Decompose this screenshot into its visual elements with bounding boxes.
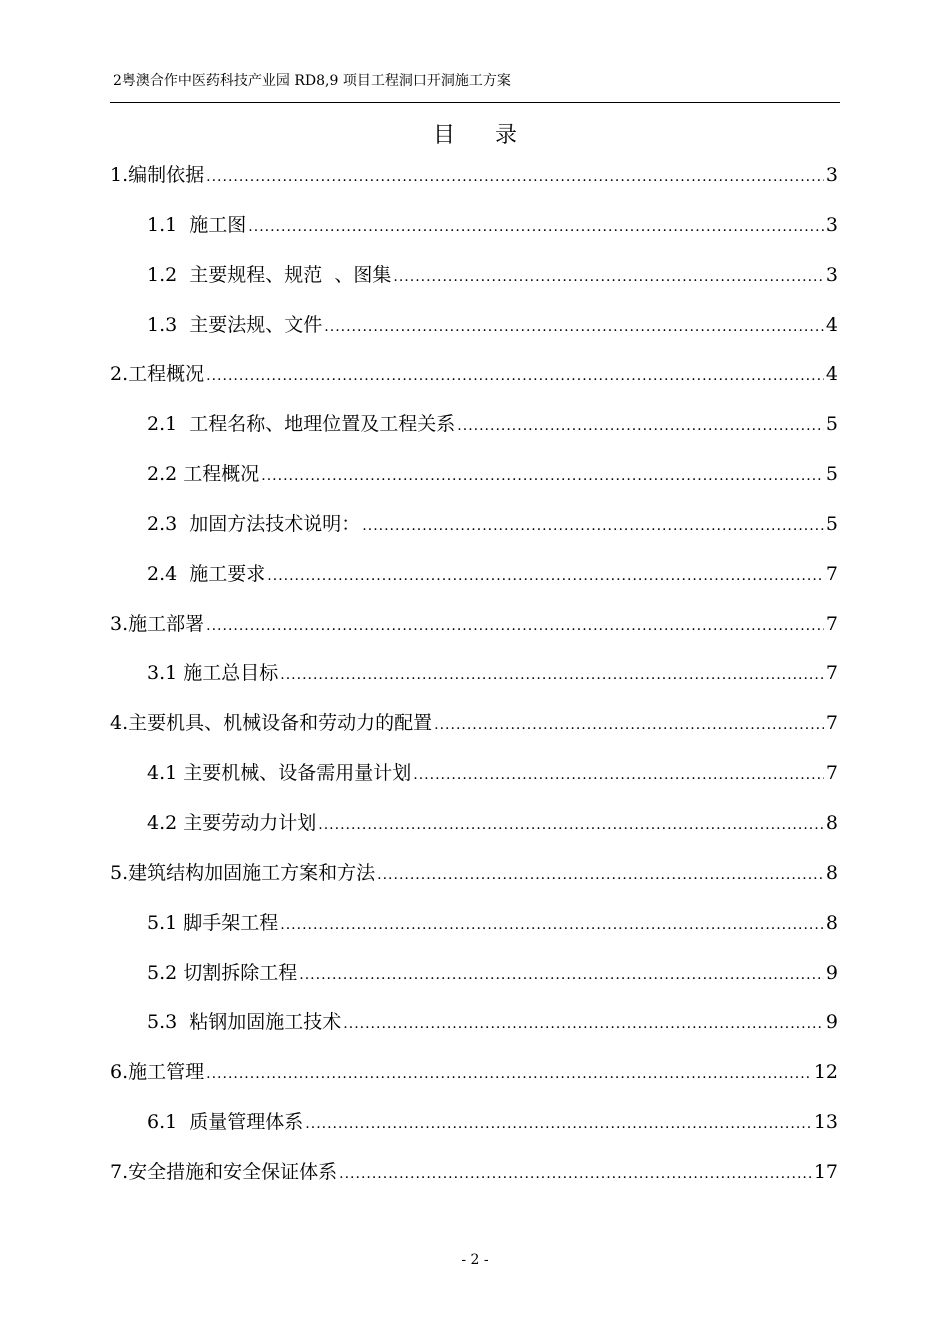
toc-leader-dots xyxy=(206,169,824,185)
toc-leader-dots xyxy=(377,867,824,883)
toc-entry[interactable] xyxy=(110,1107,838,1157)
toc-leader-dots xyxy=(324,319,824,335)
document-header-title: 2粤澳合作中医药科技产业园 RD8,9 项目工程洞口开洞施工方案 xyxy=(113,73,511,89)
toc-entry-label: 2.1 工程名称、地理位置及工程关系 xyxy=(147,413,456,436)
toc-leader-dots xyxy=(280,667,824,683)
toc-entry-label: 6.1 质量管理体系 xyxy=(147,1111,304,1134)
toc-entry-page: 3 xyxy=(825,263,838,286)
toc-entry-page: 17 xyxy=(813,1160,838,1183)
toc-entry-label: 1.编制依据 xyxy=(110,164,205,186)
toc-entry-page: 8 xyxy=(825,911,838,934)
toc-entry[interactable] xyxy=(110,908,838,958)
toc-entry[interactable] xyxy=(110,409,838,459)
toc-entry-page: 5 xyxy=(825,413,838,436)
header-divider xyxy=(110,102,840,103)
toc-entry-page: 3 xyxy=(825,164,838,186)
toc-leader-dots xyxy=(206,1066,812,1082)
toc-leader-dots xyxy=(248,219,824,235)
toc-entry-label: 5.2 切割拆除工程 xyxy=(147,961,298,984)
toc-entry[interactable] xyxy=(110,160,838,210)
toc-entry-page: 12 xyxy=(813,1061,838,1084)
toc-entry[interactable] xyxy=(110,210,838,260)
toc-entry[interactable] xyxy=(110,1057,838,1107)
toc-leader-dots xyxy=(299,967,824,983)
toc-entry-page: 4 xyxy=(825,313,838,336)
toc-leader-dots xyxy=(413,767,824,783)
toc-entry-label: 7.安全措施和安全保证体系 xyxy=(110,1160,338,1183)
toc-entry-page: 7 xyxy=(825,662,838,685)
toc-entry-page: 4 xyxy=(825,363,838,386)
toc-entry-label: 1.3 主要法规、文件 xyxy=(147,313,323,336)
toc-entry-page: 13 xyxy=(813,1111,838,1134)
toc-leader-dots xyxy=(339,1166,812,1182)
toc-leader-dots xyxy=(267,568,824,584)
toc-entry-label: 2.3 加固方法技术说明： xyxy=(147,512,361,535)
toc-entry[interactable] xyxy=(110,260,838,310)
toc-entry-label: 4.1 主要机械、设备需用量计划 xyxy=(147,762,412,785)
toc-entry[interactable] xyxy=(110,509,838,559)
toc-entry-page: 3 xyxy=(825,213,838,236)
toc-entry[interactable] xyxy=(110,858,838,908)
toc-entry[interactable] xyxy=(110,808,838,858)
toc-entry-label: 2.工程概况 xyxy=(110,363,205,386)
toc-entry[interactable] xyxy=(110,658,838,708)
page-number: - 2 - xyxy=(461,1252,489,1268)
toc-entry-page: 7 xyxy=(825,562,838,585)
toc-leader-dots xyxy=(305,1116,812,1132)
toc-entry[interactable] xyxy=(110,559,838,609)
toc-entry-label: 1.1 施工图 xyxy=(147,213,247,236)
toc-entry-label: 3.1 施工总目标 xyxy=(147,662,279,685)
toc-entry[interactable] xyxy=(110,708,838,758)
toc-leader-dots xyxy=(343,1016,824,1032)
toc-entry-label: 5.建筑结构加固施工方案和方法 xyxy=(110,861,376,884)
toc-entry-label: 1.2 主要规程、规范 、图集 xyxy=(147,263,392,286)
toc-leader-dots xyxy=(362,518,824,534)
toc-leader-dots xyxy=(434,717,824,733)
toc-entry-label: 2.2 工程概况 xyxy=(147,463,260,486)
toc-entry[interactable] xyxy=(110,1157,838,1207)
toc-leader-dots xyxy=(206,618,824,634)
toc-entry-label: 2.4 施工要求 xyxy=(147,562,266,585)
toc-entry[interactable] xyxy=(110,758,838,808)
toc-entry-label: 5.1 脚手架工程 xyxy=(147,911,279,934)
toc-entry-page: 5 xyxy=(825,512,838,535)
toc-entry[interactable] xyxy=(110,359,838,409)
toc-entry[interactable] xyxy=(110,1007,838,1057)
toc-entry-label: 6.施工管理 xyxy=(110,1061,205,1084)
toc-leader-dots xyxy=(261,468,824,484)
toc-entry-page: 5 xyxy=(825,463,838,486)
toc-entry-label: 4.主要机具、机械设备和劳动力的配置 xyxy=(110,712,433,735)
toc-entry-page: 9 xyxy=(825,1011,838,1034)
toc-leader-dots xyxy=(206,368,824,384)
toc-entry[interactable] xyxy=(110,310,838,360)
toc-leader-dots xyxy=(457,418,824,434)
toc-entry[interactable] xyxy=(110,609,838,659)
toc-entry-page: 8 xyxy=(825,811,838,834)
toc-entry-label: 3.施工部署 xyxy=(110,612,205,635)
toc-leader-dots xyxy=(393,269,824,285)
toc-entry[interactable] xyxy=(110,958,838,1008)
toc-leader-dots xyxy=(318,817,824,833)
toc-entry-page: 7 xyxy=(825,762,838,785)
toc-entry-page: 7 xyxy=(825,612,838,635)
toc-entry-label: 5.3 粘钢加固施工技术 xyxy=(147,1011,342,1034)
toc-entry-label: 4.2 主要劳动力计划 xyxy=(147,811,317,834)
toc-entry-page: 9 xyxy=(825,961,838,984)
table-of-contents xyxy=(110,160,838,1207)
toc-entry-page: 7 xyxy=(825,712,838,735)
toc-entry[interactable] xyxy=(110,459,838,509)
toc-heading: 目录 xyxy=(432,123,557,148)
toc-entry-page: 8 xyxy=(825,861,838,884)
toc-leader-dots xyxy=(280,917,824,933)
